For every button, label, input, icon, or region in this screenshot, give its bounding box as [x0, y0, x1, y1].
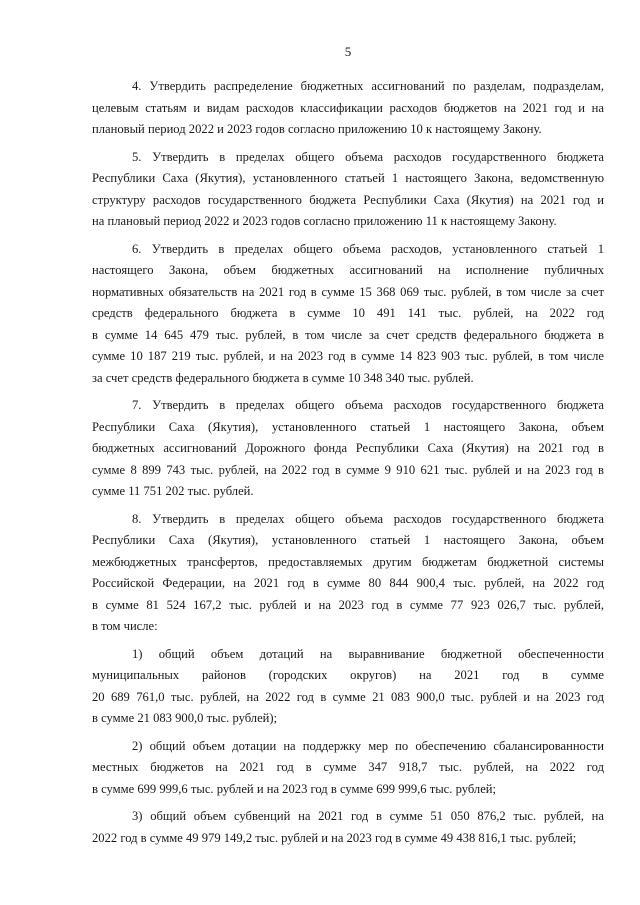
paragraph-p7 [92, 395, 604, 503]
text-line: на плановый период 2022 и 2023 годов согласно приложению 11 к настоящему Закону. [92, 214, 557, 228]
text-line: 20 689 761,0 тыс. рублей, на 2022 год в сумме 21 083 900,0 тыс. рублей и на 2023 год [92, 689, 604, 704]
paragraph-p8-3 [92, 806, 604, 849]
text-line: в сумме 21 083 900,0 тыс. рублей); [92, 711, 278, 725]
text-line: 1) общий объем дотаций на выравнивание бюджетной обеспеченности [132, 646, 604, 661]
text-line: межбюджетных трансфертов, предоставляемых другим бюджетам бюджетной системы [92, 554, 604, 569]
text-line: 2) общий объем дотации на поддержку мер по обеспечению сбалансированности [132, 738, 604, 753]
text-line: Республики Саха (Якутия), установленного статьей 1 настоящего Закона, ведомственную [92, 171, 604, 185]
text-line: структуру расходов государственного бюджета Республики Саха (Якутия) на 2021 год и [92, 192, 604, 207]
text-line: в сумме 81 524 167,2 тыс. рублей и на 2023 год в сумме 77 923 026,7 тыс. рублей, [92, 597, 604, 612]
text-line: муниципальных районов (городских округов) на 2021 год в сумме [92, 668, 604, 682]
text-line: Республики Саха (Якутия), установленного статьей 1 настоящего Закона, объем [92, 419, 604, 434]
paragraph-p8-2 [92, 736, 604, 801]
paragraph-p8 [92, 509, 604, 638]
text-line: в том числе: [92, 619, 158, 633]
text-line: нормативных обязательств на 2021 год в сумме 15 368 069 тыс. рублей, в том числе за счет [92, 284, 604, 299]
text-line: 8. Утвердить в пределах общего объема расходов государственного бюджета [132, 511, 604, 526]
text-line: в сумме 14 645 479 тыс. рублей, в том числе за счет средств федерального бюджета в [92, 327, 604, 342]
text-line: Республики Саха (Якутия), установленного статьей 1 настоящего Закона, объем [92, 533, 604, 547]
text-line: сумме 11 751 202 тыс. рублей. [92, 484, 254, 498]
text-line: 4. Утвердить распределение бюджетных ассигнований по разделам, подразделам, [132, 79, 604, 93]
paragraph-p8-1 [92, 644, 604, 730]
text-line: 2022 год в сумме 49 979 149,2 тыс. рублей и на 2023 год в сумме 49 438 816,1 тыс. рублей; [92, 830, 577, 845]
document-body [92, 76, 604, 849]
text-line: 7. Утвердить в пределах общего объема расходов государственного бюджета [132, 398, 604, 412]
paragraph-p6 [92, 239, 604, 390]
text-line: 3) общий объем субвенций на 2021 год в сумме 51 050 876,2 тыс. рублей, на [132, 809, 604, 823]
text-line: сумме 10 187 219 тыс. рублей, и на 2023 год в сумме 14 823 903 тыс. рублей, в том числе [92, 349, 604, 363]
text-line: настоящего Закона, объем бюджетных ассигнований на исполнение публичных [92, 263, 604, 277]
text-line: целевым статьям и видам расходов классификации расходов бюджетов на 2021 год и на [92, 100, 604, 115]
paragraph-p5 [92, 147, 604, 233]
text-line: сумме 8 899 743 тыс. рублей, на 2022 год в сумме 9 910 621 тыс. рублей и на 2023 год в [92, 462, 604, 477]
text-line: за счет средств федерального бюджета в сумме 10 348 340 тыс. рублей. [92, 370, 474, 385]
text-line: средств федерального бюджета в сумме 10 491 141 тыс. рублей, на 2022 год [92, 306, 604, 320]
text-line: плановый период 2022 и 2023 годов согласно приложению 10 к настоящему Закону. [92, 122, 542, 136]
text-line: 5. Утвердить в пределах общего объема расходов государственного бюджета [132, 149, 604, 164]
text-line: 6. Утвердить в пределах общего объема расходов, установленного статьей 1 [132, 241, 604, 256]
text-line: бюджетных ассигнований Дорожного фонда Республики Саха (Якутия) на 2021 год в [92, 441, 604, 455]
text-line: местных бюджетов на 2021 год в сумме 347 918,7 тыс. рублей, на 2022 год [92, 760, 604, 774]
text-line: Российской Федерации, на 2021 год в сумме 80 844 900,4 тыс. рублей, на 2022 год [92, 576, 604, 590]
text-line: в сумме 699 999,6 тыс. рублей и на 2023 год в сумме 699 999,6 тыс. рублей; [92, 781, 497, 796]
page-number: 5 [344, 44, 352, 59]
paragraph-p4 [92, 76, 604, 141]
